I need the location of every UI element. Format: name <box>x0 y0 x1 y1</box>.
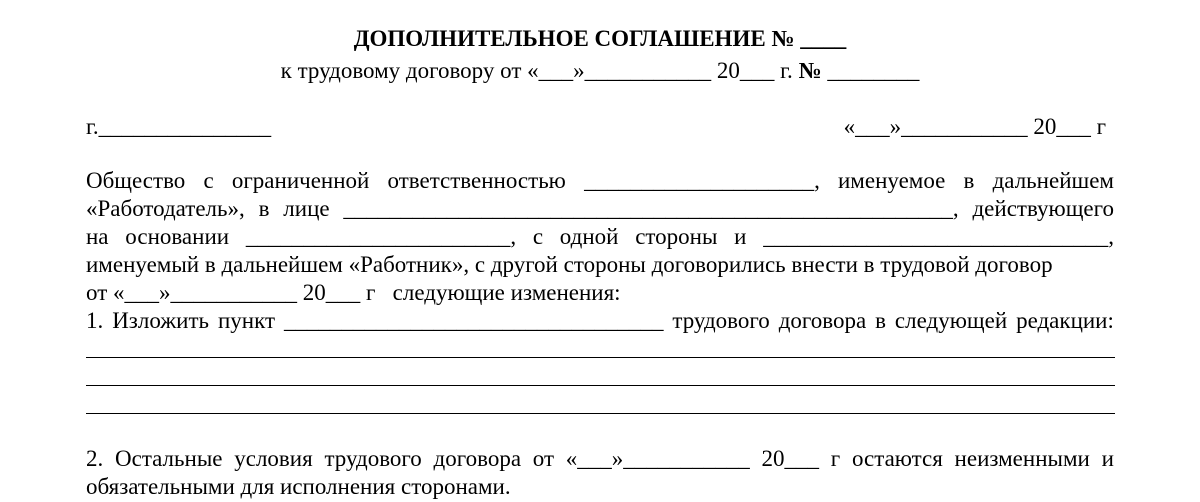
clause-blank: _________________________________ <box>283 308 664 333</box>
year-blank: 20___ <box>761 446 820 471</box>
word: г <box>830 446 841 471</box>
word: и <box>734 224 747 249</box>
item2-line2: обязательными для исполнения сторонами. <box>86 474 511 499</box>
word: на <box>86 224 109 249</box>
blank-rule-2 <box>86 385 1115 386</box>
word: договора <box>778 308 867 333</box>
word: ограниченной <box>231 168 370 193</box>
subtitle-number-blank: ________ <box>821 58 920 83</box>
word: лице <box>283 196 330 221</box>
item-number: 1. <box>86 308 104 333</box>
word: в <box>258 196 270 221</box>
word: действующего <box>972 196 1114 221</box>
word: неизменными <box>954 446 1090 471</box>
word: в <box>875 308 886 333</box>
word: Остальные <box>115 446 223 471</box>
word: стороны <box>635 224 718 249</box>
word: пункт <box>217 308 276 333</box>
blank-rule-1 <box>86 357 1115 358</box>
para1-line1 <box>86 166 1114 196</box>
para1-line3 <box>86 222 1114 252</box>
city-field: г._______________ <box>86 114 272 139</box>
word: ответственностью <box>387 168 566 193</box>
basis-blank: _______________________, <box>245 224 517 249</box>
word: дальнейшем <box>992 168 1114 193</box>
document-subtitle <box>0 56 1200 86</box>
word: «Работодатель», <box>86 196 245 221</box>
word: Изложить <box>112 308 210 333</box>
subtitle-text: к трудовому договору от «___»___________ 20___ г. <box>280 58 799 83</box>
blank-rule-3 <box>86 413 1115 414</box>
word: с <box>203 168 214 193</box>
representative-blank: _____________________________________________________, <box>343 196 959 221</box>
word: основании <box>125 224 230 249</box>
word: и <box>1101 446 1114 471</box>
word: редакции: <box>1016 308 1114 333</box>
para1-line2 <box>86 194 1114 224</box>
word: одной <box>559 224 619 249</box>
word: трудового <box>324 446 422 471</box>
date-blank: «___»___________ <box>565 446 750 471</box>
para1-line4: именуемый в дальнейшем «Работник», с другой стороны договорились внести в трудовой договор <box>86 252 1053 277</box>
company-name-blank: ____________________, <box>584 168 820 193</box>
subtitle-number-sign: № <box>798 58 822 83</box>
date-field: «___»___________ 20___ г <box>843 114 1106 139</box>
word: от <box>532 446 555 471</box>
item-number: 2. <box>86 446 104 471</box>
employee-name-blank: ______________________________, <box>763 224 1114 249</box>
document-title: ДОПОЛНИТЕЛЬНОЕ СОГЛАШЕНИЕ № ____ <box>353 26 847 51</box>
word: следующей <box>894 308 1008 333</box>
word: остаются <box>851 446 943 471</box>
word: именуемое <box>838 168 946 193</box>
word: договора <box>433 446 522 471</box>
word: условия <box>234 446 313 471</box>
item1-line <box>86 306 1114 336</box>
word: с <box>532 224 544 249</box>
word: Общество <box>86 168 186 193</box>
word: в <box>963 168 975 193</box>
item2-line1 <box>86 444 1114 474</box>
word: трудового <box>672 308 770 333</box>
para1-line5: от «___»___________ 20___ г следующие изменения: <box>86 280 621 305</box>
